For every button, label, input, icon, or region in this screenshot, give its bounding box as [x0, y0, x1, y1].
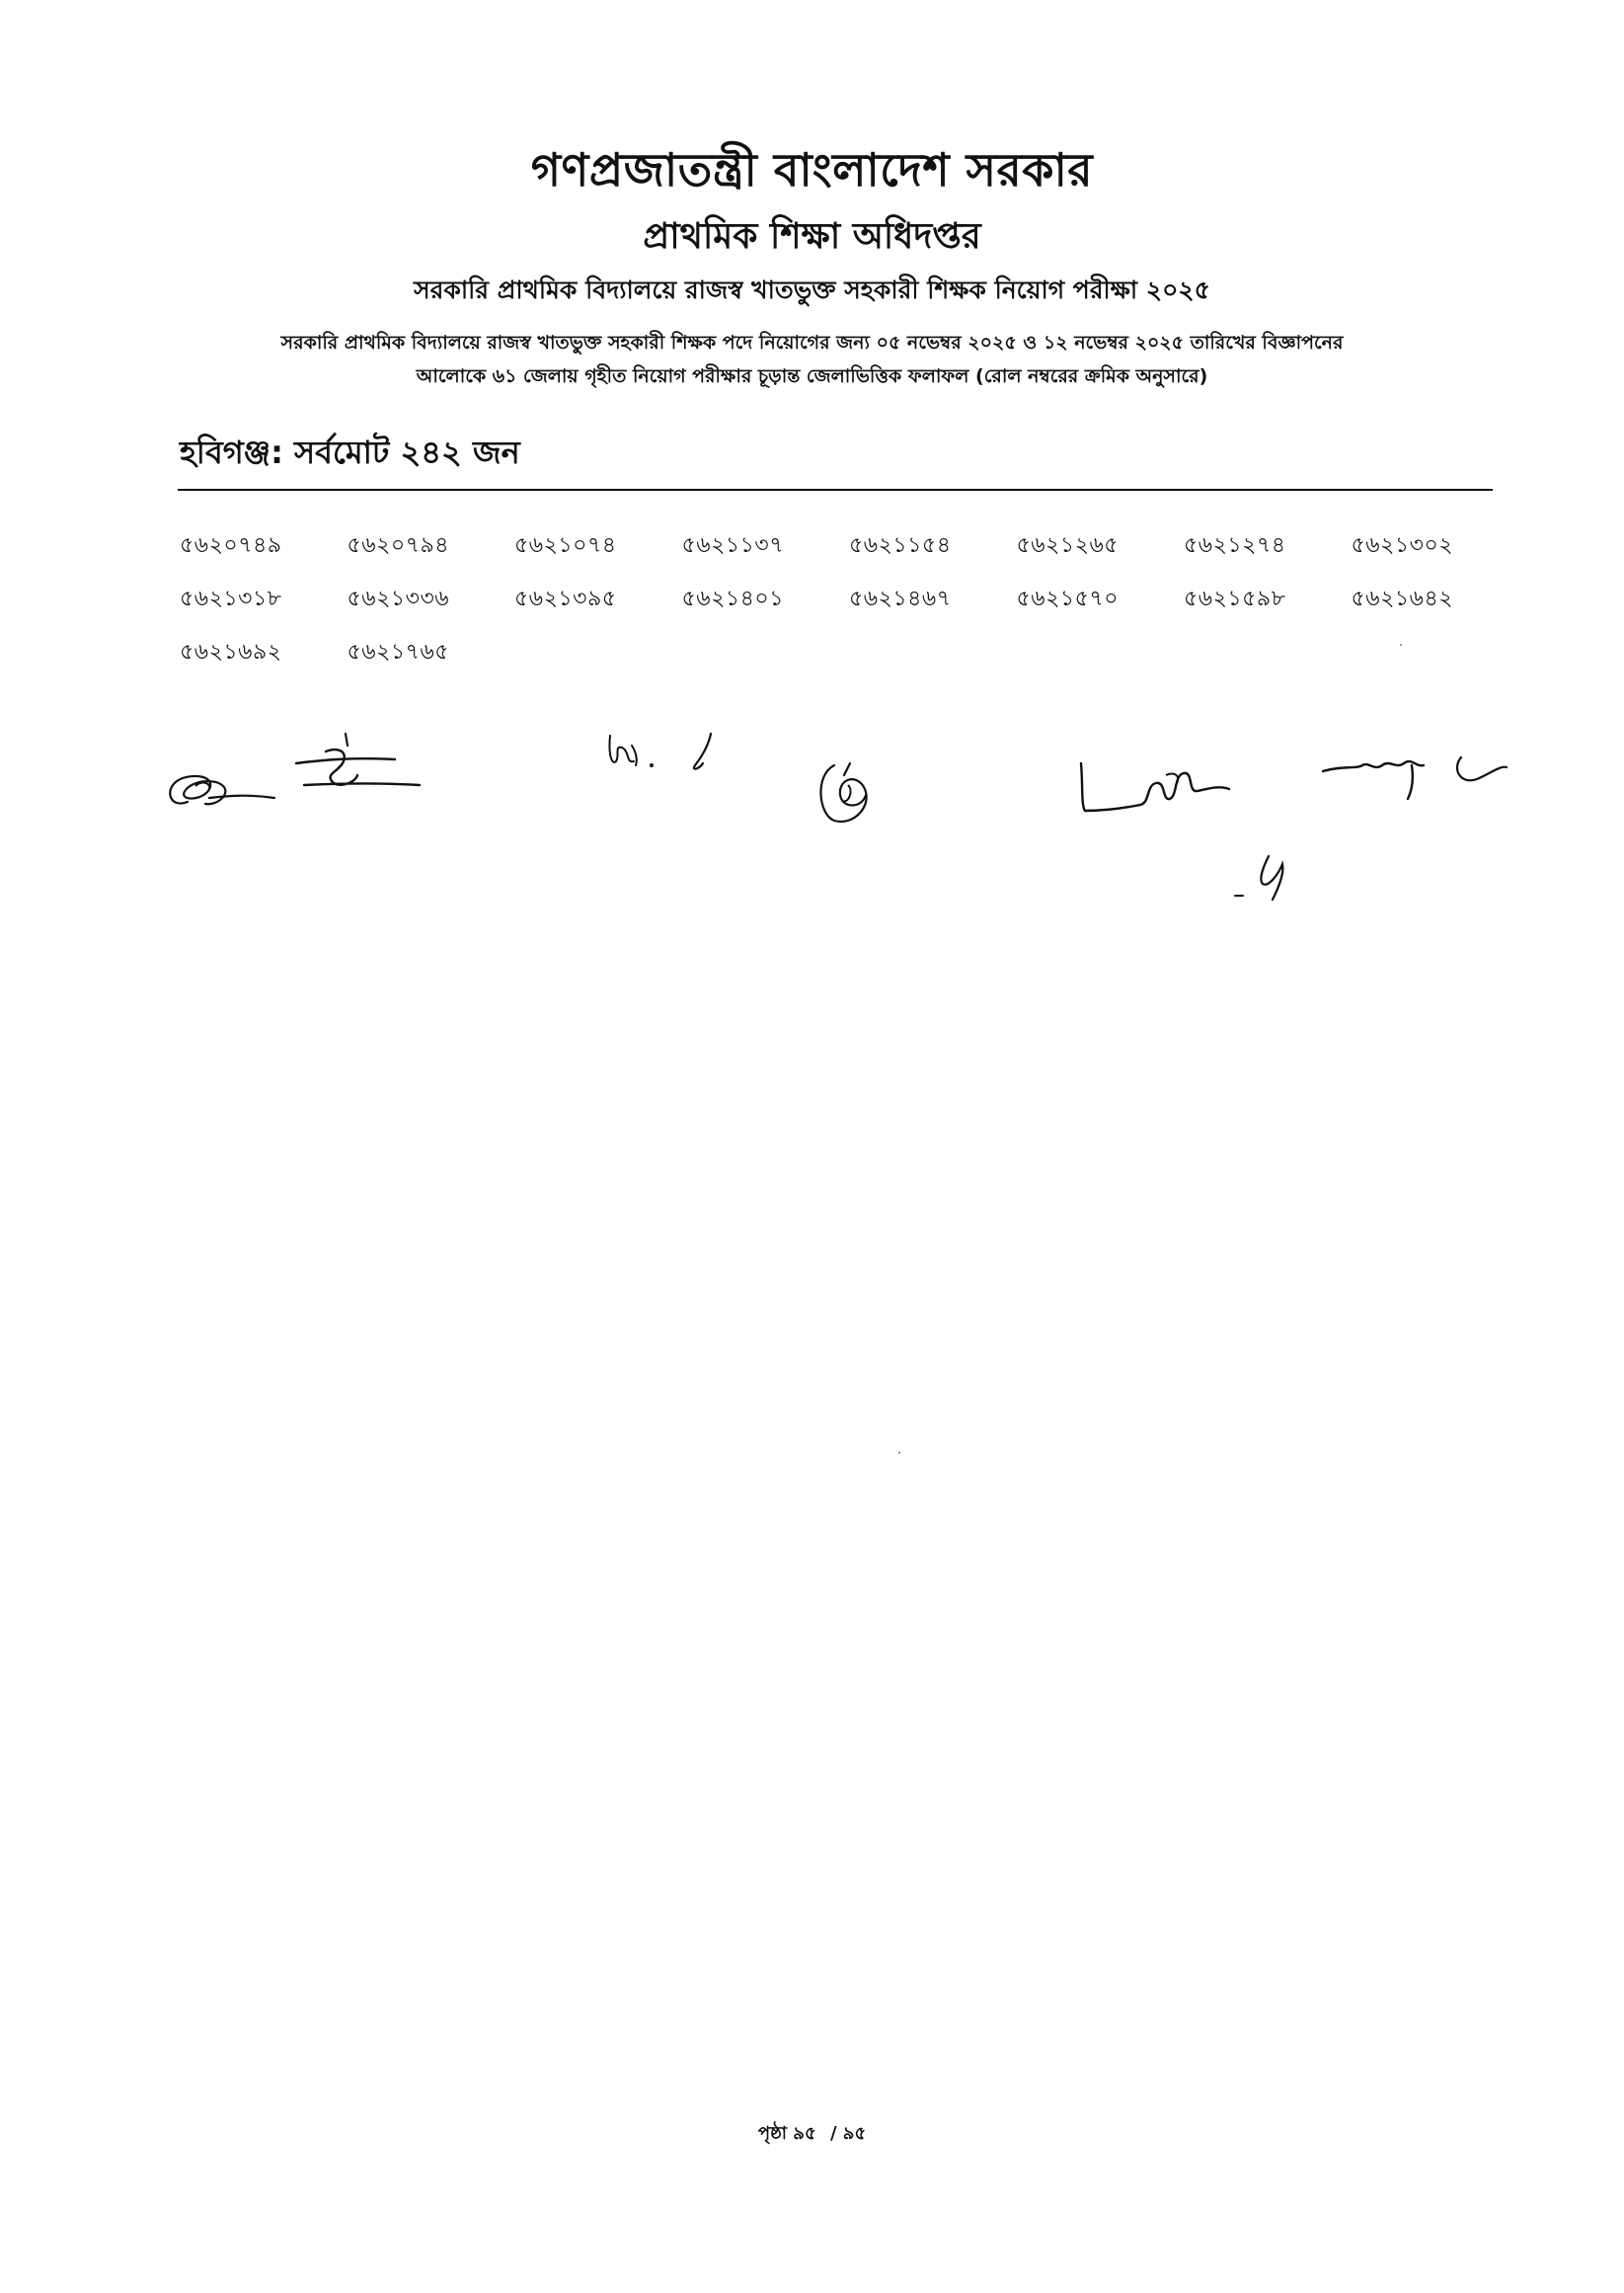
- roll-number: ৫৬২১৩৯৫: [514, 587, 617, 611]
- page-number: পৃষ্ঠা ৯৫: [757, 2123, 816, 2144]
- notice-line-1: সরকারি প্রাথমিক বিদ্যালয়ে রাজস্ব খাতভুক্ত সহকারী শিক্ষক পদে নিয়োগের জন্য ০৫ নভেম্বর ২০২৫ ও ১২ নভেম্বর ২০২৫ তারিখের বিজ্ঞাপনের: [280, 332, 1344, 354]
- scan-speck: [1400, 644, 1402, 646]
- district-heading: হবিগঞ্জ: সর্বমোট ২৪২ জন: [180, 434, 520, 471]
- scan-speck: [898, 1452, 900, 1454]
- roll-number: ৫৬২১২৬৫: [1016, 533, 1120, 558]
- roll-number: ৫৬২১১৫৪: [849, 533, 952, 558]
- roll-number: ৫৬২১৩৩৬: [347, 587, 450, 611]
- signature-4: [805, 755, 893, 834]
- signature-6: [1313, 736, 1520, 815]
- roll-number: ৫৬২১৩১৮: [180, 587, 282, 611]
- directorate-title: প্রাথমিক শিক্ষা অধিদপ্তর: [643, 216, 981, 257]
- roll-number: ৫৬২১৭৬৫: [347, 640, 450, 665]
- divider: [178, 489, 1493, 491]
- roll-number: ৫৬২১২৭৪: [1184, 533, 1286, 558]
- result-notice: [148, 326, 1476, 393]
- signature-7: [1229, 844, 1308, 913]
- roll-number: ৫৬২১৪০১: [681, 587, 785, 611]
- government-title: গণপ্রজাতন্ত্রী বাংলাদেশ সরকার: [530, 143, 1094, 197]
- page-footer: [0, 2119, 1624, 2150]
- roll-number: ৫৬২১৫৭০: [1016, 587, 1120, 611]
- signature-1: [158, 751, 286, 830]
- roll-number: ৫৬২১৫৯৮: [1184, 587, 1286, 611]
- roll-number: ৫৬২১০৭৪: [514, 533, 617, 558]
- roll-number: ৫৬২১৩০২: [1351, 533, 1454, 558]
- roll-number: ৫৬২১১৩৭: [681, 533, 785, 558]
- notice-line-2: আলোকে ৬১ জেলায় গৃহীত নিয়োগ পরীক্ষার চূড়ান্ত জেলাভিত্তিক ফলাফল (রোল নম্বরের ক্রমিক অনুসারে): [416, 365, 1208, 387]
- exam-title: সরকারি প্রাথমিক বিদ্যালয়ে রাজস্ব খাতভুক্ত সহকারী শিক্ষক নিয়োগ পরীক্ষা ২০২৫: [414, 276, 1210, 304]
- roll-number: ৫৬২১৬৯২: [180, 640, 282, 665]
- signature-3: [592, 726, 740, 795]
- roll-number: ৫৬২০৭৪৯: [180, 533, 282, 558]
- roll-number: ৫৬২১৪৬৭: [849, 587, 952, 611]
- signature-5: [1071, 746, 1308, 834]
- roll-number: ৫৬২১৬৪২: [1351, 587, 1454, 611]
- page-total: / ৯৫: [829, 2123, 867, 2144]
- signature-2: [286, 726, 434, 805]
- roll-number: ৫৬২০৭৯৪: [347, 533, 450, 558]
